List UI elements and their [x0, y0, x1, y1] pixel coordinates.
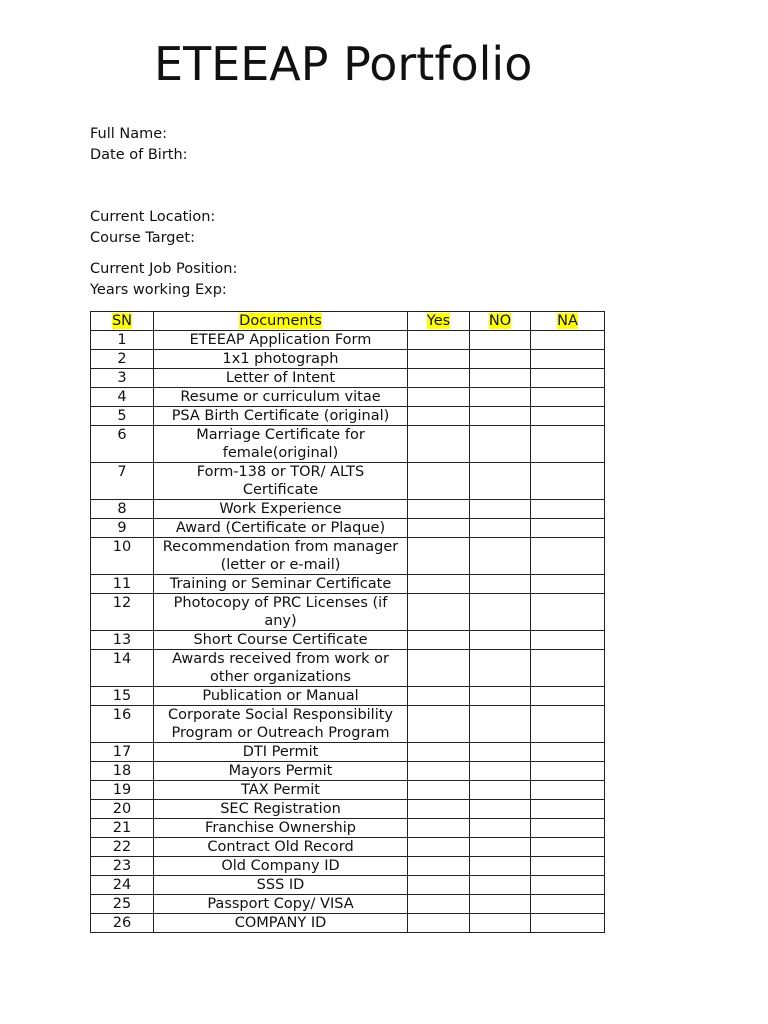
row-sn-cell: 3	[91, 369, 154, 388]
header-no-label: NO	[488, 313, 512, 329]
row-no-cell[interactable]	[470, 594, 531, 631]
row-na-cell[interactable]	[531, 463, 605, 500]
row-document-cell: SEC Registration	[154, 800, 408, 819]
row-sn-cell: 20	[91, 800, 154, 819]
row-document-cell: Training or Seminar Certificate	[154, 575, 408, 594]
row-yes-cell[interactable]	[408, 388, 470, 407]
row-na-cell[interactable]	[531, 331, 605, 350]
table-row	[91, 331, 605, 350]
table-row	[91, 463, 605, 500]
row-na-cell[interactable]	[531, 857, 605, 876]
row-na-cell[interactable]	[531, 706, 605, 743]
row-sn-cell: 10	[91, 538, 154, 575]
row-yes-cell[interactable]	[408, 350, 470, 369]
row-no-cell[interactable]	[470, 800, 531, 819]
row-sn-cell: 11	[91, 575, 154, 594]
row-document-cell: Award (Certificate or Plaque)	[154, 519, 408, 538]
row-document-cell: DTI Permit	[154, 743, 408, 762]
table-row	[91, 895, 605, 914]
checklist-body	[91, 331, 605, 933]
row-document-cell: TAX Permit	[154, 781, 408, 800]
row-document-cell: Short Course Certificate	[154, 631, 408, 650]
row-sn-cell: 21	[91, 819, 154, 838]
row-no-cell[interactable]	[470, 838, 531, 857]
table-row	[91, 650, 605, 687]
table-row	[91, 369, 605, 388]
row-document-cell: Awards received from work or other organizations	[154, 650, 408, 687]
page-title: ETEEAP Portfolio	[154, 37, 533, 91]
table-row	[91, 575, 605, 594]
row-sn-cell: 1	[91, 331, 154, 350]
documents-checklist-table	[90, 311, 605, 933]
row-sn-cell: 15	[91, 687, 154, 706]
row-sn-cell: 7	[91, 463, 154, 500]
row-na-cell[interactable]	[531, 762, 605, 781]
row-no-cell[interactable]	[470, 407, 531, 426]
row-sn-cell: 9	[91, 519, 154, 538]
row-na-cell[interactable]	[531, 407, 605, 426]
row-no-cell[interactable]	[470, 519, 531, 538]
row-no-cell[interactable]	[470, 369, 531, 388]
row-document-cell: Old Company ID	[154, 857, 408, 876]
header-yes-label: Yes	[426, 313, 451, 329]
row-na-cell[interactable]	[531, 500, 605, 519]
row-document-cell: 1x1 photograph	[154, 350, 408, 369]
row-na-cell[interactable]	[531, 519, 605, 538]
table-row	[91, 743, 605, 762]
row-sn-cell: 14	[91, 650, 154, 687]
row-yes-cell[interactable]	[408, 706, 470, 743]
row-document-cell: Marriage Certificate for female(original)	[154, 426, 408, 463]
row-yes-cell[interactable]	[408, 743, 470, 762]
row-no-cell[interactable]	[470, 895, 531, 914]
row-no-cell[interactable]	[470, 914, 531, 933]
row-yes-cell[interactable]	[408, 762, 470, 781]
row-document-cell: PSA Birth Certificate (original)	[154, 407, 408, 426]
row-sn-cell: 22	[91, 838, 154, 857]
row-document-cell: Mayors Permit	[154, 762, 408, 781]
row-document-cell: Franchise Ownership	[154, 819, 408, 838]
full-name-label: Full Name:	[90, 126, 168, 142]
row-no-cell[interactable]	[470, 650, 531, 687]
row-yes-cell[interactable]	[408, 426, 470, 463]
row-yes-cell[interactable]	[408, 519, 470, 538]
row-na-cell[interactable]	[531, 426, 605, 463]
row-document-cell: Contract Old Record	[154, 838, 408, 857]
row-no-cell[interactable]	[470, 781, 531, 800]
row-yes-cell[interactable]	[408, 463, 470, 500]
table-row	[91, 426, 605, 463]
row-na-cell[interactable]	[531, 650, 605, 687]
row-na-cell[interactable]	[531, 876, 605, 895]
table-row	[91, 857, 605, 876]
table-row	[91, 838, 605, 857]
row-sn-cell: 25	[91, 895, 154, 914]
row-document-cell: Form-138 or TOR/ ALTS Certificate	[154, 463, 408, 500]
row-no-cell[interactable]	[470, 388, 531, 407]
row-na-cell[interactable]	[531, 631, 605, 650]
row-no-cell[interactable]	[470, 350, 531, 369]
row-na-cell[interactable]	[531, 687, 605, 706]
row-no-cell[interactable]	[470, 426, 531, 463]
row-yes-cell[interactable]	[408, 500, 470, 519]
table-row	[91, 519, 605, 538]
row-yes-cell[interactable]	[408, 687, 470, 706]
row-sn-cell: 6	[91, 426, 154, 463]
row-no-cell[interactable]	[470, 331, 531, 350]
row-na-cell[interactable]	[531, 838, 605, 857]
row-no-cell[interactable]	[470, 876, 531, 895]
table-header-row	[91, 312, 605, 331]
row-document-cell: Photocopy of PRC Licenses (if any)	[154, 594, 408, 631]
current-job-position-label: Current Job Position:	[90, 261, 238, 277]
row-na-cell[interactable]	[531, 800, 605, 819]
row-sn-cell: 4	[91, 388, 154, 407]
table-row	[91, 706, 605, 743]
row-yes-cell[interactable]	[408, 800, 470, 819]
table-row	[91, 876, 605, 895]
table-row	[91, 819, 605, 838]
row-na-cell[interactable]	[531, 575, 605, 594]
row-na-cell[interactable]	[531, 819, 605, 838]
row-na-cell[interactable]	[531, 538, 605, 575]
row-yes-cell[interactable]	[408, 857, 470, 876]
row-na-cell[interactable]	[531, 743, 605, 762]
row-document-cell: Passport Copy/ VISA	[154, 895, 408, 914]
table-row	[91, 407, 605, 426]
table-row	[91, 781, 605, 800]
table-row	[91, 800, 605, 819]
row-sn-cell: 24	[91, 876, 154, 895]
row-yes-cell[interactable]	[408, 838, 470, 857]
row-yes-cell[interactable]	[408, 876, 470, 895]
header-na	[531, 312, 605, 331]
header-documents	[154, 312, 408, 331]
row-yes-cell[interactable]	[408, 895, 470, 914]
row-na-cell[interactable]	[531, 388, 605, 407]
row-no-cell[interactable]	[470, 706, 531, 743]
row-document-cell: Publication or Manual	[154, 687, 408, 706]
row-document-cell: Corporate Social Responsibility Program or Outreach Program	[154, 706, 408, 743]
row-yes-cell[interactable]	[408, 331, 470, 350]
row-document-cell: Recommendation from manager (letter or e-mail)	[154, 538, 408, 575]
row-sn-cell: 8	[91, 500, 154, 519]
row-sn-cell: 18	[91, 762, 154, 781]
row-yes-cell[interactable]	[408, 781, 470, 800]
row-sn-cell: 2	[91, 350, 154, 369]
row-yes-cell[interactable]	[408, 575, 470, 594]
row-yes-cell[interactable]	[408, 538, 470, 575]
row-yes-cell[interactable]	[408, 819, 470, 838]
table-row	[91, 762, 605, 781]
row-yes-cell[interactable]	[408, 650, 470, 687]
row-sn-cell: 19	[91, 781, 154, 800]
header-documents-label: Documents	[239, 313, 322, 329]
row-yes-cell[interactable]	[408, 631, 470, 650]
table-row	[91, 594, 605, 631]
table-row	[91, 500, 605, 519]
row-no-cell[interactable]	[470, 687, 531, 706]
current-location-label: Current Location:	[90, 209, 216, 225]
row-yes-cell[interactable]	[408, 369, 470, 388]
table-row	[91, 914, 605, 933]
date-of-birth-label: Date of Birth:	[90, 147, 188, 163]
row-no-cell[interactable]	[470, 857, 531, 876]
table-row	[91, 350, 605, 369]
row-na-cell[interactable]	[531, 369, 605, 388]
row-na-cell[interactable]	[531, 594, 605, 631]
row-yes-cell[interactable]	[408, 407, 470, 426]
row-sn-cell: 5	[91, 407, 154, 426]
row-no-cell[interactable]	[470, 538, 531, 575]
row-no-cell[interactable]	[470, 575, 531, 594]
row-sn-cell: 17	[91, 743, 154, 762]
header-na-label: NA	[557, 313, 578, 329]
years-working-exp-label: Years working Exp:	[90, 282, 227, 298]
row-yes-cell[interactable]	[408, 914, 470, 933]
row-yes-cell[interactable]	[408, 594, 470, 631]
row-document-cell: Letter of Intent	[154, 369, 408, 388]
table-row	[91, 631, 605, 650]
header-sn-label: SN	[111, 313, 133, 329]
table-row	[91, 538, 605, 575]
table-row	[91, 388, 605, 407]
row-no-cell[interactable]	[470, 819, 531, 838]
table-row	[91, 687, 605, 706]
row-sn-cell: 26	[91, 914, 154, 933]
header-sn	[91, 312, 154, 331]
row-no-cell[interactable]	[470, 463, 531, 500]
row-sn-cell: 13	[91, 631, 154, 650]
row-document-cell: Resume or curriculum vitae	[154, 388, 408, 407]
header-no	[470, 312, 531, 331]
row-no-cell[interactable]	[470, 500, 531, 519]
course-target-label: Course Target:	[90, 230, 195, 246]
row-document-cell: Work Experience	[154, 500, 408, 519]
row-sn-cell: 12	[91, 594, 154, 631]
row-na-cell[interactable]	[531, 895, 605, 914]
row-document-cell: SSS ID	[154, 876, 408, 895]
header-yes	[408, 312, 470, 331]
row-no-cell[interactable]	[470, 743, 531, 762]
row-no-cell[interactable]	[470, 762, 531, 781]
row-na-cell[interactable]	[531, 781, 605, 800]
row-na-cell[interactable]	[531, 914, 605, 933]
row-document-cell: ETEEAP Application Form	[154, 331, 408, 350]
row-document-cell: COMPANY ID	[154, 914, 408, 933]
row-sn-cell: 16	[91, 706, 154, 743]
row-na-cell[interactable]	[531, 350, 605, 369]
row-no-cell[interactable]	[470, 631, 531, 650]
row-sn-cell: 23	[91, 857, 154, 876]
